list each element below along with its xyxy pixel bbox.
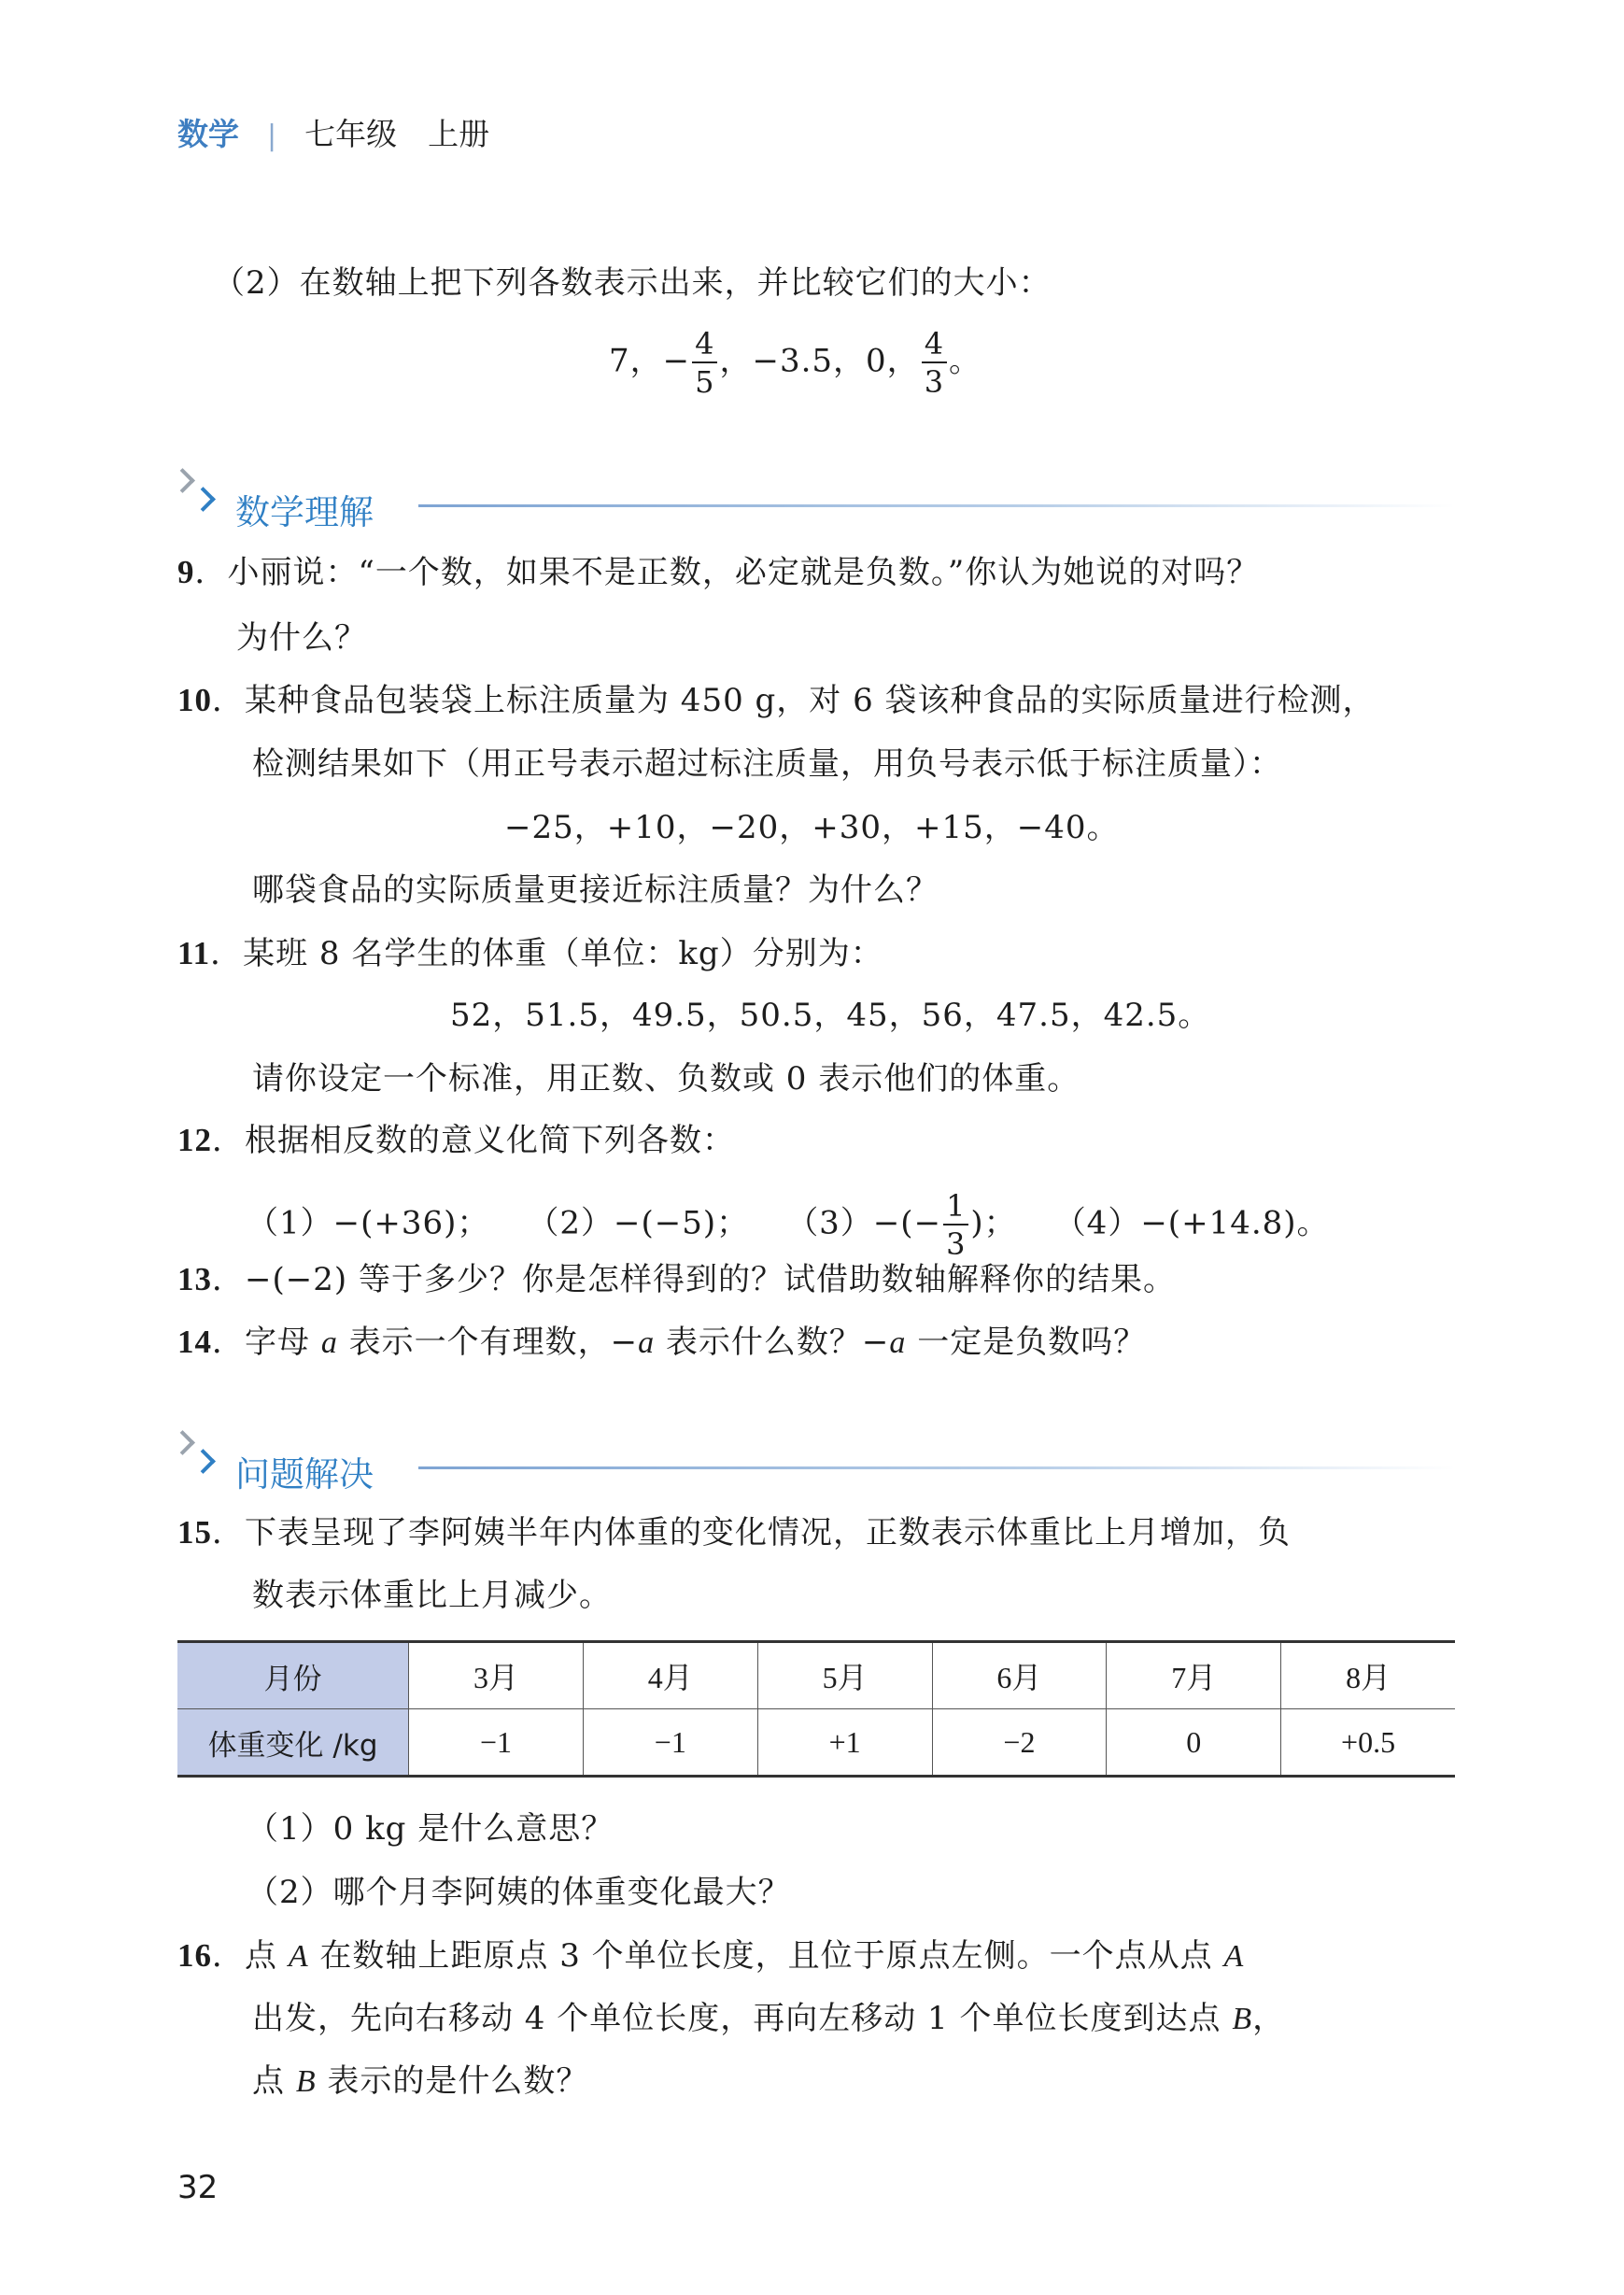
text-part: 表示的是什么数？ — [316, 2062, 589, 2100]
subject-title: 数学 — [177, 116, 239, 152]
section-divider — [418, 1466, 1455, 1469]
frac-denominator: 3 — [924, 364, 945, 400]
question-text: 根据相反数的意义化简下列各数： — [245, 1122, 735, 1159]
text-part: 表示一个有理数，− — [337, 1324, 639, 1361]
point-a: A — [1223, 1939, 1245, 1974]
table-header-cell: 7月 — [1107, 1642, 1281, 1709]
question-13: 13．−(−2) 等于多少？你是怎样得到的？试借助数轴解释你的结果。 — [177, 1261, 1176, 1298]
variable-a: a — [638, 1325, 656, 1360]
text-part: ， — [1252, 2000, 1286, 2037]
point-b: B — [295, 2064, 317, 2099]
variable-a: a — [320, 1325, 338, 1360]
frac-denominator: 3 — [946, 1226, 967, 1262]
frac-denominator: 5 — [695, 364, 715, 400]
table-header-cell: 8月 — [1281, 1642, 1455, 1709]
table-cell: −1 — [583, 1709, 757, 1777]
q8-part2-text: （2）在数轴上把下列各数表示出来，并比较它们的大小： — [213, 264, 1052, 302]
table-header-cell: 月份 — [177, 1642, 409, 1709]
question-16: 16．点 A 在数轴上距原点 3 个单位长度，且位于原点左侧。一个点从点 A — [177, 1937, 1245, 1975]
chevron-right-icon — [170, 1430, 195, 1455]
table-header-cell: 5月 — [757, 1642, 932, 1709]
table-header-cell: 6月 — [932, 1642, 1107, 1709]
question-number: 15 — [177, 1514, 212, 1551]
frac-numerator: 4 — [922, 329, 947, 363]
part-1: （1）−(+36)； — [247, 1204, 490, 1242]
question-text: 某班 8 名学生的体重（单位：kg）分别为： — [243, 935, 883, 972]
table-cell: 0 — [1107, 1709, 1281, 1777]
part-2: （2）−(−5)； — [527, 1204, 750, 1242]
question-11: 11．某班 8 名学生的体重（单位：kg）分别为： — [177, 935, 883, 972]
part-4: （4）−(+14.8)。 — [1053, 1204, 1330, 1242]
question-number: 11 — [177, 935, 211, 971]
table-header-cell: 3月 — [409, 1642, 584, 1709]
fraction-4-5 — [692, 326, 717, 400]
section-title-understanding: 数学理解 — [235, 492, 374, 532]
weight-change-table — [177, 1640, 1455, 1778]
text-part: 出发，先向右移动 4 个单位长度，再向左移动 1 个单位长度到达点 — [252, 2000, 1233, 2037]
q8-part2-expression — [609, 326, 982, 400]
text-part: 在数轴上距原点 3 个单位长度，且位于原点左侧。一个点从点 — [308, 1937, 1224, 1975]
question-9-line2: 为什么？ — [236, 619, 367, 657]
question-15-sub2: （2）哪个月李阿姨的体重变化最大？ — [247, 1874, 791, 1911]
expr-part: 。 — [949, 342, 982, 380]
page-number: 32 — [177, 2169, 219, 2206]
question-12-parts — [247, 1188, 1330, 1262]
question-number: 14 — [177, 1324, 212, 1360]
table-header-cell: 4月 — [583, 1642, 757, 1709]
question-number: 9 — [177, 554, 195, 590]
table-cell: +1 — [757, 1709, 932, 1777]
section-title-problem-solving: 问题解决 — [235, 1454, 374, 1495]
question-text: 某种食品包装袋上标注质量为 450 g，对 6 袋该种食品的实际质量进行检测， — [245, 682, 1376, 719]
text-part: 字母 — [245, 1324, 321, 1361]
question-number: 10 — [177, 682, 212, 718]
table-cell: +0.5 — [1281, 1709, 1455, 1777]
point-a: A — [288, 1939, 309, 1974]
question-16-line3 — [252, 2060, 588, 2104]
question-15-line2: 数表示体重比上月减少。 — [252, 1577, 612, 1614]
table-header-row — [177, 1642, 1455, 1709]
header-separator: | — [267, 120, 277, 152]
expr-part: ，−3.5，0， — [719, 342, 920, 380]
text-part: 点 — [245, 1937, 289, 1975]
question-16-line2 — [252, 1997, 1285, 2041]
part-3: （3）−(− — [786, 1204, 942, 1242]
chevron-right-icon — [191, 487, 216, 512]
point-b: B — [1232, 2002, 1253, 2036]
question-text: 下表呈现了李阿姨半年内体重的变化情况，正数表示体重比上月增加，负 — [245, 1514, 1291, 1551]
table-cell: −2 — [932, 1709, 1107, 1777]
table-row — [177, 1709, 1455, 1777]
question-10-line3: 哪袋食品的实际质量更接近标注质量？为什么？ — [252, 871, 939, 909]
variable-a: a — [889, 1325, 907, 1360]
question-text: −(−2) 等于多少？你是怎样得到的？试借助数轴解释你的结果。 — [245, 1261, 1176, 1298]
grade-label: 七年级 上册 — [304, 116, 490, 152]
question-number: 12 — [177, 1122, 212, 1158]
table-cell: −1 — [409, 1709, 584, 1777]
text-part: 表示什么数？− — [655, 1324, 890, 1361]
table-row-label: 体重变化 /kg — [177, 1709, 409, 1777]
frac-numerator: 1 — [943, 1191, 968, 1225]
question-11-line2: 请你设定一个标准，用正数、负数或 0 表示他们的体重。 — [252, 1060, 1080, 1098]
question-14: 14．字母 a 表示一个有理数，−a 表示什么数？−a 一定是负数吗？ — [177, 1324, 1147, 1361]
running-header — [177, 110, 489, 154]
frac-numerator: 4 — [692, 329, 717, 363]
chevron-right-icon — [170, 468, 195, 493]
question-15-sub1: （1）0 kg 是什么意思？ — [247, 1810, 614, 1848]
question-12: 12．根据相反数的意义化简下列各数： — [177, 1122, 735, 1159]
chevron-right-icon — [191, 1449, 216, 1474]
question-11-data: 52，51.5，49.5，50.5，45，56，47.5，42.5。 — [450, 997, 1211, 1034]
expr-part: 7，− — [609, 342, 691, 380]
question-number: 13 — [177, 1261, 212, 1297]
part-3-end: )； — [970, 1204, 1017, 1242]
text-part: 点 — [252, 2062, 296, 2100]
question-10-data: −25，+10，−20，+30，+15，−40。 — [504, 809, 1120, 846]
fraction-1-3 — [943, 1188, 968, 1262]
question-text: 小丽说：“一个数，如果不是正数，必定就是负数。”你认为她说的对吗？ — [227, 554, 1260, 591]
section-divider — [418, 504, 1455, 507]
question-9: 9．小丽说：“一个数，如果不是正数，必定就是负数。”你认为她说的对吗？ — [177, 554, 1260, 591]
question-number: 16 — [177, 1937, 212, 1974]
fraction-4-3 — [922, 326, 947, 400]
question-10-line2: 检测结果如下（用正号表示超过标注质量，用负号表示低于标注质量）： — [252, 745, 1282, 783]
question-15: 15．下表呈现了李阿姨半年内体重的变化情况，正数表示体重比上月增加，负 — [177, 1514, 1291, 1551]
question-10: 10．某种食品包装袋上标注质量为 450 g，对 6 袋该种食品的实际质量进行检测， — [177, 682, 1376, 719]
text-part: 一定是负数吗？ — [906, 1324, 1147, 1361]
